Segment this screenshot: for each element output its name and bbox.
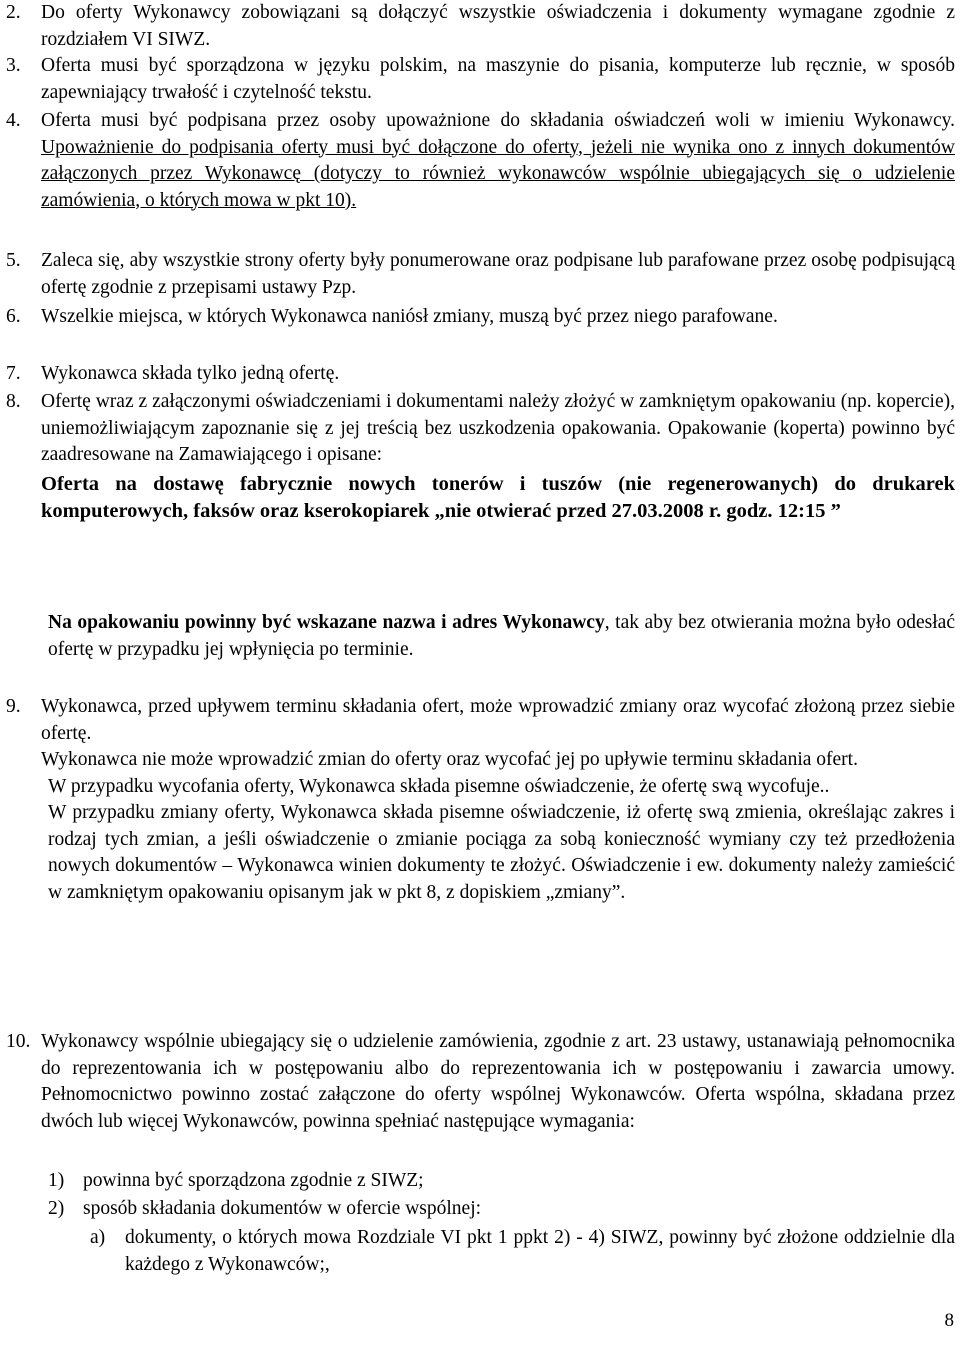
item-text: Wykonawca nie może wprowadzić zmian do oferty oraz wycofać jej po upływie terminu składania ofert. [41, 749, 858, 770]
item-text: Wykonawcy wspólnie ubiegający się o udzielenie zamówienia, zgodnie z art. 23 ustawy, ustanawiają pełnomocnika do reprezentowania ich w postępowaniu albo do reprezentowania ich w postępowaniu i zawarcia umowy. Pełnomocnictwo powinno zostać załączone do oferty wspólnej Wykonawców. Oferta wspólna, składana przez dwóch lub więcej Wykonawców, powinna spełniać następujące wymagania: [41, 1031, 955, 1132]
sub-item [48, 1168, 948, 1195]
envelope-note [48, 610, 955, 663]
item-text-underlined: Upoważnienie do podpisania oferty musi być dołączone do oferty, jeżeli nie wynika ono z innych dokumentów załączonych przez Wykonawcę (dotyczy to również wykonawców wspólnie ubiegających się o udzielenie zamówienia, o których mowa w pkt 10). [41, 136, 955, 211]
envelope-title: Oferta na dostawę fabrycznie nowych tonerów i tuszów (nie regenerowanych) do drukarek komputerowych, faksów oraz kserokopiarek „nie otwierać przed 27.03.2008 r. godz. 12:15 ” [41, 472, 955, 522]
note-text: , tak aby bez otwierania można było odesłać ofertę w przypadku jej wpłynięcia po terminie. [48, 612, 955, 660]
item-text: W przypadku wycofania oferty, Wykonawca składa pisemne oświadczenie, że ofertę swą wycofuje.. [48, 775, 830, 797]
sub-item-text: powinna być sporządzona zgodnie z SIWZ; [83, 1170, 424, 1191]
item-number: 6. [6, 306, 21, 327]
item-text: Oferta musi być sporządzona w języku polskim, na maszynie do pisania, komputerze lub ręcznie, w sposób zapewniający trwałość i czytelność tekstu. [41, 55, 955, 103]
sub-item-number: 1) [48, 1170, 65, 1191]
item-number: 10. [6, 1031, 31, 1052]
item-text: Wykonawca składa tylko jedną ofertę. [41, 363, 340, 384]
note-bold: Na opakowaniu powinny być wskazane nazwa i adres Wykonawcy [48, 612, 605, 633]
item-number: 2. [6, 2, 21, 23]
sub-item [90, 1225, 955, 1278]
sub-item [48, 1196, 948, 1223]
item-number: 4. [6, 110, 21, 131]
item-number: 7. [6, 363, 21, 384]
list-item [0, 389, 955, 525]
item-text: Zaleca się, aby wszystkie strony oferty były ponumerowane oraz podpisane lub parafowane przez osobę podpisującą ofertę zgodnie z przepisami ustawy Pzp. [41, 250, 955, 298]
item-number: 8. [6, 391, 21, 412]
list-item [0, 53, 955, 106]
list-item [0, 304, 955, 331]
list-item [0, 248, 955, 301]
item-number: 5. [6, 250, 21, 271]
item-text: Wykonawca, przed upływem terminu składania ofert, może wprowadzić zmiany oraz wycofać złożoną przez siebie ofertę. [41, 696, 955, 744]
item-number: 9. [6, 696, 21, 717]
item-text: Oferta musi być podpisana przez osoby upoważnione do składania oświadczeń woli w imieniu Wykonawcy. [41, 110, 955, 131]
list-item [0, 694, 955, 906]
page-number: 8 [944, 1310, 954, 1331]
item-text: W przypadku zmiany oferty, Wykonawca składa pisemne oświadczenie, iż ofertę swą zmienia, określając zakres i rodzaj tych zmian, a jeśli oświadczenie o zmianie pociąga za sobą konieczność wymiany czy też przedłożenia nowych dokumentów – Wykonawca winien dokumenty te złożyć. Oświadczenie i ew. dokumenty należy zamieścić w zamkniętym opakowaniu opisanym jak w pkt 8, z dopiskiem „zmiany”. [48, 802, 955, 903]
list-item [0, 0, 955, 53]
sub-item-text: sposób składania dokumentów w ofercie wspólnej: [83, 1198, 482, 1219]
list-item [0, 108, 955, 214]
list-item [0, 1029, 955, 1135]
item-text: Ofertę wraz z załączonymi oświadczeniami i dokumentami należy złożyć w zamkniętym opakowaniu (np. kopercie), uniemożliwiającym zapoznanie się z jej treścią bez uszkodzenia opakowania. Opakowanie (koperta) powinno być zaadresowane na Zamawiającego i opisane: [41, 391, 955, 465]
item-number: 3. [6, 55, 21, 76]
sub-item-number: 2) [48, 1198, 65, 1219]
sub-item-number: a) [90, 1227, 106, 1248]
item-text: Do oferty Wykonawcy zobowiązani są dołączyć wszystkie oświadczenia i dokumenty wymagane zgodnie z rozdziałem VI SIWZ. [41, 2, 955, 50]
list-item [0, 361, 955, 388]
sub-item-text: dokumenty, o których mowa Rozdziale VI pkt 1 ppkt 2) - 4) SIWZ, powinny być złożone oddzielnie dla każdego z Wykonawców;, [125, 1227, 955, 1275]
item-text: Wszelkie miejsca, w których Wykonawca naniósł zmiany, muszą być przez niego parafowane. [41, 306, 778, 327]
